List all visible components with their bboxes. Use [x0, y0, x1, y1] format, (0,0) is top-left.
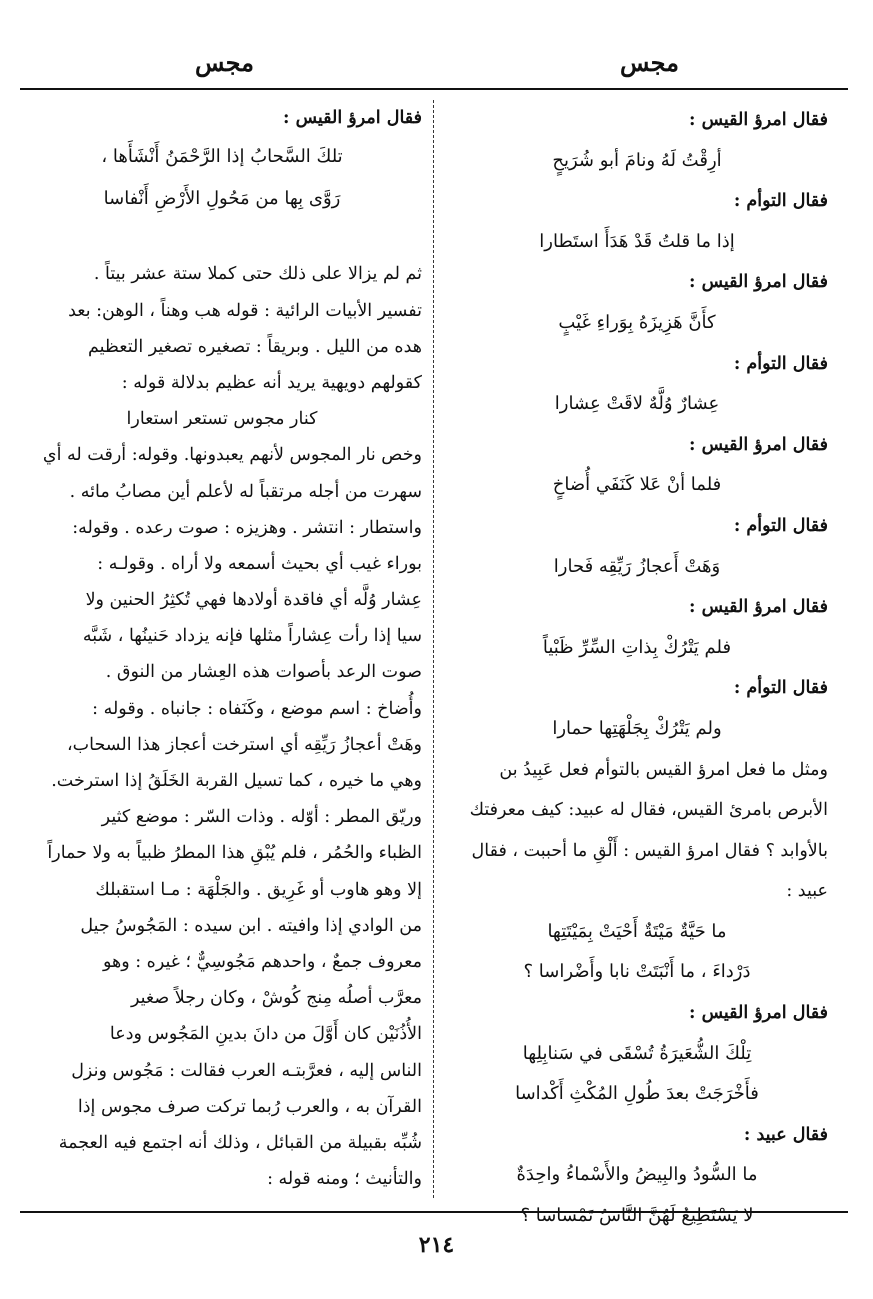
speaker-line: فقال عبيد :	[743, 1124, 828, 1145]
prose-line: معروف جمعٌ ، واحدهم مَجُوسِيٌّ ؛ غيره : وهو	[102, 951, 422, 972]
right-column	[446, 100, 828, 1237]
prose-line: عبيد :	[786, 881, 828, 902]
verse-line: ما حَيَّةٌ مَيْتَةٌ أَحْيَتْ بِمَيْتَتِها	[547, 920, 727, 942]
prose-line: كقولهم دويهية يريد أنه عظيم بدلالة قوله :	[121, 372, 422, 393]
prose-line: ومثل ما فعل امرؤ القيس بالتوأم فعل عَبِيدُ بن	[499, 759, 828, 780]
prose-line: وهَتْ أعجازُ رَيِّقِه أي استرخت أعجاز هذا السحاب،	[67, 734, 422, 755]
prose-line: الظباء والحُمُر ، فلم يُبْقِ هذا المطرُ ظبياً به ولا حماراً	[47, 843, 422, 864]
spacer	[22, 220, 422, 256]
prose-line: صوت الرعد بأصوات هذه العِشار من النوق .	[105, 662, 422, 683]
header-rule	[20, 88, 848, 90]
speaker-line: فقال امرؤ القيس :	[689, 110, 828, 130]
prose-line: الناس إليه ، فعرَّبتـه العرب فقالت : مَجُوس ونزل	[71, 1060, 422, 1081]
verse-line: أرِقْتُ لَهُ ونامَ أبو شُرَيحٍ	[552, 149, 722, 171]
verse-line: فلما أنْ عَلا كَنَفَي أُضاخٍ	[552, 474, 722, 496]
prose-line: إلا وهو هاوب أو غَرِيق . والجَلْهَة : مـا استقبلك	[95, 879, 422, 900]
speaker-line: فقال امرؤ القيس :	[689, 1003, 828, 1024]
verse-line: فأَخْرَجَتْ بعدَ طُولِ المُكْثِ أَكْداسا	[515, 1083, 759, 1105]
prose-line: وريّق المطر : أوّله . وذات السّر : موضع كثير	[101, 807, 422, 828]
prose-line: واستطار : انتشر . وهزيزه : صوت رعده . وقوله:	[72, 517, 422, 538]
prose-line: الأُذُنَيْن كان أَوَّلَ من دانَ بدينِ المَجُوس ودعا	[109, 1024, 422, 1045]
verse-line: رَوَّى بِها من مَحُولِ الأَرْضِ أَنْفاسا	[103, 188, 341, 210]
speaker-line: فقال التوأم :	[733, 191, 828, 212]
verse-line: لا يَسْتَطِيعُ لَهُنَّ النَّاسُ تَمْساسا ؟	[520, 1205, 754, 1227]
verse-line: تلكَ السَّحابُ إذا الرَّحْمَنُ أَنْشَأَها ،	[101, 146, 343, 168]
prose-line: سيا إذا رأت عِشاراً مثلها فإنه يزداد حَنينُها ، شَبَّه	[82, 626, 422, 647]
prose-line: شُبِّه بقبيلة من القبائل ، وذلك أنه اجتمع فيه العجمة	[58, 1132, 422, 1153]
prose-line: بالأوابد ؟ فقال امرؤ القيس : أَلْقِ ما أحببت ، فقال	[471, 840, 828, 861]
page-number: ٢١٤	[418, 1232, 455, 1258]
prose-line: بوراء غيب أي بحيث أسمعه ولا أراه . وقولـه :	[97, 553, 422, 574]
left-column	[22, 100, 422, 1197]
verse-line: إذا ما قلتُ قَدْ هَدَأَ استَطارا	[539, 230, 735, 252]
speaker-line: فقال التوأم :	[733, 353, 828, 374]
prose-line: والتأنيث ؛ ومنه قوله :	[267, 1169, 422, 1190]
prose-line: القرآن به ، والعرب رُبما تركت صرف مجوس إذا	[77, 1096, 422, 1117]
verse-line: تِلْكَ الشُّعَيرَةُ تُسْقَى في سَنابِلِها	[522, 1042, 752, 1064]
page-header	[0, 48, 873, 88]
verse-line: دَرْداءَ ، ما أَنْبَتَتْ نابا وأَضْراسا ؟	[523, 961, 751, 983]
prose-line: هده من الليل . وبريقاً : تصغيره تصغير التعظيم	[87, 336, 422, 357]
speaker-line: فقال امرؤ القيس :	[689, 597, 828, 618]
speaker-line: فقال التوأم :	[733, 678, 828, 699]
header-word-right: مجس	[620, 48, 679, 77]
prose-line: من الوادي إذا وافيته . ابن سيده : المَجُوسُ جيل	[80, 915, 422, 936]
verse-line: كأَنَّ هَزِيزَهُ بِوَراءِ غَيْبٍ	[558, 311, 716, 333]
footer-rule	[20, 1211, 848, 1213]
speaker-line: فقال امرؤ القيس :	[283, 108, 422, 128]
speaker-line: فقال امرؤ القيس :	[689, 272, 828, 293]
verse-line: عِشارٌ وُلَّهٌ لاقَتْ عِشارا	[554, 393, 720, 415]
speaker-line: فقال امرؤ القيس :	[689, 434, 828, 455]
quoted-verse-line: كنار مجوس تستعر استعارا	[126, 409, 318, 430]
prose-line: سهرت من أجله مرتقباً له لأعلم أين مصابُ مائه .	[69, 481, 422, 502]
prose-line: الأبرص بامرئ القيس، فقال له عبيد: كيف معرفتك	[469, 800, 828, 821]
verse-line: ما السُّودُ والبِيضُ والأَسْماءُ واحِدَةٌ	[516, 1164, 758, 1186]
prose-line: وخص نار المجوس لأنهم يعبدونها. وقوله: أرقت له أي	[42, 445, 422, 466]
prose-line: تفسير الأبيات الرائية : قوله هب وهناً ، الوهن: بعد	[68, 300, 422, 321]
column-divider	[433, 100, 434, 1198]
verse-line: وَهَتْ أَعجازُ رَيِّقِه فَحارا	[553, 555, 721, 577]
verse-line: فلم يَتْرُكْ بِذاتِ السِّرِّ ظَبْياً	[542, 636, 732, 658]
header-word-left: مجس	[195, 48, 254, 77]
verse-line: ولم يَتْرُكْ بِجَلْهَتِها حمارا	[552, 717, 722, 739]
prose-line: ثم لم يزالا على ذلك حتى كملا ستة عشر بيتاً .	[93, 264, 422, 285]
prose-line: معرَّب أصلُه مِنج كُوشْ ، وكان رجلاً صغير	[130, 988, 422, 1009]
prose-line: وأُضاخ : اسم موضع ، وكَنَفاه : جانباه . وقوله :	[92, 698, 422, 719]
speaker-line: فقال التوأم :	[733, 515, 828, 536]
prose-line: وهي ما خيره ، كما تسيل القربة الخَلَقُ إذا استرخت.	[51, 771, 422, 791]
prose-line: عِشار وُلَّه أي فاقدة أولادها فهي تُكثِرُ الحنين ولا	[85, 590, 422, 611]
